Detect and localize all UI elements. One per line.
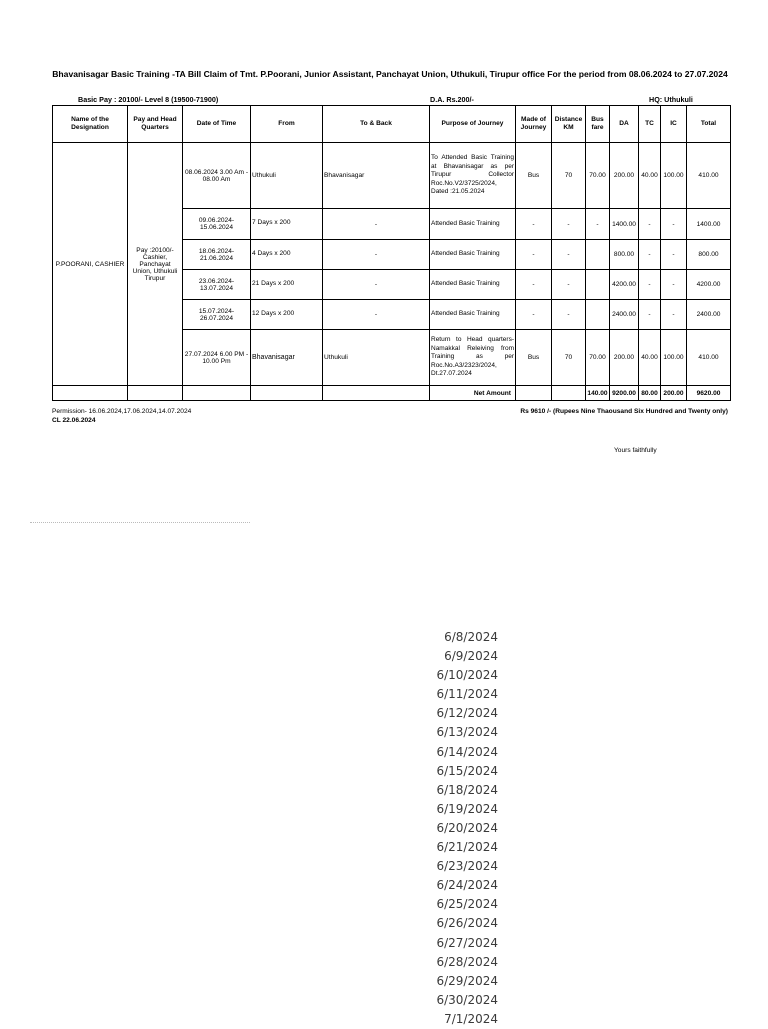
header-total: Total xyxy=(687,106,731,143)
row-purpose: Attended Basic Training xyxy=(430,270,516,300)
row-bus-fare: - xyxy=(586,209,610,240)
row-from: 21 Days x 200 xyxy=(251,270,323,300)
row-tc: - xyxy=(639,270,661,300)
header-date: Date of Time xyxy=(183,106,251,143)
amount-in-words: Rs 9610 /- (Rupees Nine Thaousand Six Hundred and Twenty only) xyxy=(520,408,728,415)
header-ic: IC xyxy=(661,106,687,143)
row-to: - xyxy=(323,270,430,300)
header-distance: Distance KM xyxy=(552,106,586,143)
row-distance: - xyxy=(552,300,586,330)
row-from: 12 Days x 200 xyxy=(251,300,323,330)
row-purpose: Attended Basic Training xyxy=(430,209,516,240)
row-bus-fare xyxy=(586,300,610,330)
row-mode: Bus xyxy=(516,330,552,386)
basic-pay: Basic Pay : 20100/- Level 8 (19500-71900) xyxy=(78,95,219,104)
row-date: 27.07.2024 6.00 PM - 10.00 Pm xyxy=(183,330,251,386)
header-bus-fare: Bus fare xyxy=(586,106,610,143)
row-from: Bhavanisagar xyxy=(251,330,323,386)
date-list-item: 6/11/2024 xyxy=(436,687,498,702)
row-distance: - xyxy=(552,270,586,300)
row-bus-fare xyxy=(586,240,610,270)
closing-salutation: Yours faithfully xyxy=(614,447,657,454)
row-bus-fare: 70.00 xyxy=(586,143,610,209)
date-list-item: 6/18/2024 xyxy=(436,782,498,797)
header-da: DA xyxy=(610,106,639,143)
faint-mark xyxy=(30,522,250,526)
date-list-item: 6/26/2024 xyxy=(436,916,498,931)
row-tc: 40.00 xyxy=(639,143,661,209)
date-list-item: 6/15/2024 xyxy=(436,763,498,778)
date-list-item: 6/14/2024 xyxy=(436,744,498,759)
row-purpose: Return to Head quarters- Namakkal Releiving from Training as per Roc.No.A3/2323/2024, Dt.27.07.2024 xyxy=(430,330,516,386)
row-purpose: Attended Basic Training xyxy=(430,300,516,330)
row-ic: - xyxy=(661,240,687,270)
row-from: 4 Days x 200 xyxy=(251,240,323,270)
row-date: 23.06.2024- 13.07.2024 xyxy=(183,270,251,300)
row-date: 15.07.2024- 26.07.2024 xyxy=(183,300,251,330)
row-total: 1400.00 xyxy=(687,209,731,240)
row-tc: - xyxy=(639,209,661,240)
casual-leave-note: CL 22.06.2024 xyxy=(52,417,96,424)
header-row xyxy=(53,106,731,143)
row-total: 410.00 xyxy=(687,143,731,209)
row-distance: - xyxy=(552,209,586,240)
date-list-item: 6/19/2024 xyxy=(436,801,498,816)
header-to: To & Back xyxy=(323,106,430,143)
date-list xyxy=(410,628,498,1029)
row-mode: - xyxy=(516,209,552,240)
row-mode: - xyxy=(516,270,552,300)
row-from: Uthukuli xyxy=(251,143,323,209)
pay-head-quarters: Pay :20100/- Cashier, Panchayat Union, Uthukuli Tirupur xyxy=(128,143,183,386)
total-ic: 200.00 xyxy=(661,386,687,401)
row-ic: 100.00 xyxy=(661,330,687,386)
table-row xyxy=(53,143,731,209)
row-tc: - xyxy=(639,300,661,330)
row-mode: - xyxy=(516,240,552,270)
date-list-item: 6/9/2024 xyxy=(444,649,498,664)
row-da: 1400.00 xyxy=(610,209,639,240)
row-da: 800.00 xyxy=(610,240,639,270)
total-da: 9200.00 xyxy=(610,386,639,401)
row-ic: 100.00 xyxy=(661,143,687,209)
row-distance: - xyxy=(552,240,586,270)
date-list-item: 6/25/2024 xyxy=(436,897,498,912)
row-ic: - xyxy=(661,270,687,300)
header-designation: Name of the Designation xyxy=(53,106,128,143)
row-to: - xyxy=(323,300,430,330)
date-list-item: 6/20/2024 xyxy=(436,820,498,835)
row-total: 4200.00 xyxy=(687,270,731,300)
date-list-item: 6/28/2024 xyxy=(436,954,498,969)
row-date: 09.06.2024- 15.06.2024 xyxy=(183,209,251,240)
document-title: Bhavanisagar Basic Training -TA Bill Claim of Tmt. P.Poorani, Junior Assistant, Panchayat Union, Uthukuli, Tirupur office For the period from 08.06.2024 to 27.07.2024 xyxy=(52,69,728,79)
row-from: 7 Days x 200 xyxy=(251,209,323,240)
date-list-item: 6/10/2024 xyxy=(436,668,498,683)
grand-total: 9620.00 xyxy=(687,386,731,401)
da-rate: D.A. Rs.200/- xyxy=(430,95,474,104)
date-list-item: 6/21/2024 xyxy=(436,840,498,855)
date-list-item: 7/1/2024 xyxy=(444,1011,498,1026)
net-amount-row xyxy=(53,386,731,401)
row-purpose: Attended Basic Training xyxy=(430,240,516,270)
date-list-item: 6/13/2024 xyxy=(436,725,498,740)
row-ic: - xyxy=(661,209,687,240)
row-ic: - xyxy=(661,300,687,330)
date-list-item: 6/8/2024 xyxy=(444,630,498,644)
header-mode: Made of Journey xyxy=(516,106,552,143)
row-to: Bhavanisagar xyxy=(323,143,430,209)
header-purpose: Purpose of Journey xyxy=(430,106,516,143)
row-bus-fare: 70.00 xyxy=(586,330,610,386)
row-da: 200.00 xyxy=(610,330,639,386)
row-da: 2400.00 xyxy=(610,300,639,330)
total-tc: 80.00 xyxy=(639,386,661,401)
header-pay-hq: Pay and Head Quarters xyxy=(128,106,183,143)
row-to: - xyxy=(323,209,430,240)
date-list-item: 6/30/2024 xyxy=(436,992,498,1007)
row-bus-fare xyxy=(586,270,610,300)
net-amount-label: Net Amount xyxy=(430,386,516,401)
header-from: From xyxy=(251,106,323,143)
date-list-item: 6/29/2024 xyxy=(436,973,498,988)
row-tc: - xyxy=(639,240,661,270)
permission-note: Permission- 16.06.2024,17.06.2024,14.07.2024 xyxy=(52,408,192,415)
date-list-item: 6/27/2024 xyxy=(436,935,498,950)
row-total: 410.00 xyxy=(687,330,731,386)
ta-bill-table xyxy=(52,105,731,401)
date-list-item: 6/12/2024 xyxy=(436,706,498,721)
date-list-item: 6/24/2024 xyxy=(436,878,498,893)
row-da: 4200.00 xyxy=(610,270,639,300)
row-tc: 40.00 xyxy=(639,330,661,386)
row-to: Uthukuli xyxy=(323,330,430,386)
row-mode: - xyxy=(516,300,552,330)
row-total: 2400.00 xyxy=(687,300,731,330)
row-da: 200.00 xyxy=(610,143,639,209)
employee-name: P.POORANI, CASHIER xyxy=(53,143,128,386)
row-purpose: To Attended Basic Training at Bhavanisagar as per Tirupur Collector Roc.No.V2/3725/2024, Dated :21.05.2024 xyxy=(430,143,516,209)
row-to: - xyxy=(323,240,430,270)
headquarters: HQ: Uthukuli xyxy=(649,95,693,104)
row-date: 18.06.2024- 21.06.2024 xyxy=(183,240,251,270)
header-tc: TC xyxy=(639,106,661,143)
row-distance: 70 xyxy=(552,143,586,209)
row-mode: Bus xyxy=(516,143,552,209)
row-date: 08.06.2024 3.00 Am - 08.00 Am xyxy=(183,143,251,209)
total-bus-fare: 140.00 xyxy=(586,386,610,401)
row-total: 800.00 xyxy=(687,240,731,270)
date-list-item: 6/23/2024 xyxy=(436,859,498,874)
row-distance: 70 xyxy=(552,330,586,386)
